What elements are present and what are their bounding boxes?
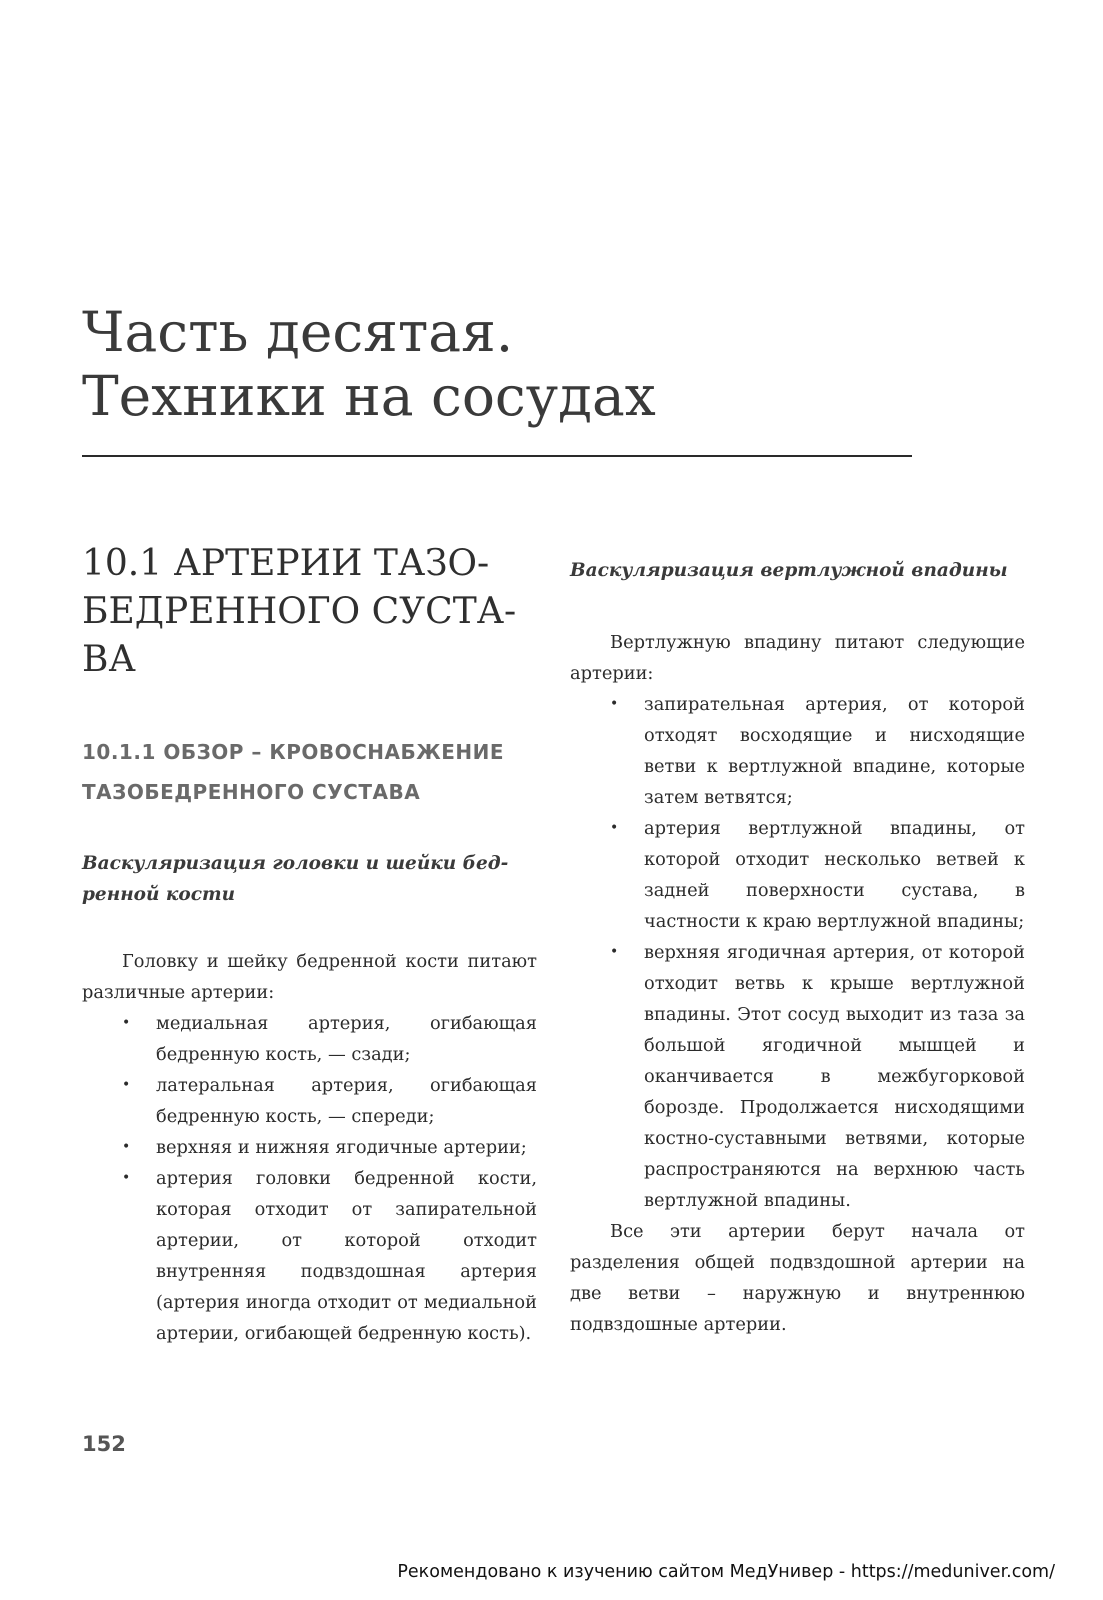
title-divider xyxy=(82,455,912,457)
list-item-text: артерия вертлужной впадины, от которой отходит несколько ветвей к задней поверхности сустава, в частности к краю вертлужной впадины; xyxy=(644,818,1025,932)
bullet-icon: • xyxy=(122,1077,131,1093)
subsection-title xyxy=(82,732,537,812)
list-item-text: медиальная артерия, огибающая бедренную кость, — сзади; xyxy=(156,1013,537,1065)
list-item xyxy=(82,1163,537,1349)
section-title-line: ВА xyxy=(82,639,136,680)
bullet-icon: • xyxy=(610,944,619,960)
section-title xyxy=(82,540,537,684)
left-heading xyxy=(82,848,537,910)
list-item xyxy=(82,1008,537,1070)
right-heading: Васкуляризация вертлужной впадины xyxy=(570,560,1008,581)
right-bullet-list xyxy=(570,689,1025,1216)
left-heading-line: Васкуляризация головки и шейки бед- xyxy=(82,853,509,874)
bullet-icon: • xyxy=(610,696,619,712)
list-item-text: артерия головки бедренной кости, которая отходит от запирательной артерии, от которой отходит внутренняя подвздошная артерия (артерия иногда отходит от медиальной артерии, огибающей бедренную кость). xyxy=(156,1168,537,1344)
section-title-line: БЕДРЕННОГО СУСТА- xyxy=(82,591,517,632)
part-title-line: Часть десятая. xyxy=(82,300,514,364)
section-title-line: 10.1 АРТЕРИИ ТАЗО- xyxy=(82,543,490,584)
bullet-icon: • xyxy=(122,1170,131,1186)
bullet-icon: • xyxy=(122,1015,131,1031)
list-item xyxy=(82,1132,537,1163)
list-item xyxy=(570,937,1025,1216)
right-column xyxy=(570,555,1025,1340)
list-item-text: латеральная артерия, огибающая бедренную кость, — спереди; xyxy=(156,1075,537,1127)
left-bullet-list xyxy=(82,1008,537,1349)
right-closing: Все эти артерии берут начала от разделения общей подвздошной артерии на две ветви – наружную и внутреннюю подвздошные артерии. xyxy=(570,1221,1025,1335)
left-heading-line: ренной кости xyxy=(82,884,236,905)
list-item xyxy=(570,689,1025,813)
part-title-line: Техники на сосудах xyxy=(82,364,656,428)
footer-note: Рекомендовано к изучению сайтом МедУнивер - https://meduniver.com/ xyxy=(397,1562,1055,1582)
right-intro: Вертлужную впадину питают следующие артерии: xyxy=(570,632,1025,684)
left-intro: Головку и шейку бедренной кости питают различные артерии: xyxy=(82,951,537,1003)
list-item-text: запирательная артерия, от которой отходят восходящие и нисходящие ветви к вертлужной впадине, которые затем ветвятся; xyxy=(644,694,1025,808)
list-item-text: верхняя ягодичная артерия, от которой отходит ветвь к крыше вертлужной впадины. Этот сосуд выходит из таза за большой ягодичной мышцей и оканчивается в межбугорковой борозде. Продолжается нисходящими костно-суставными ветвями, которые распространяются на верхнюю часть вертлужной впадины. xyxy=(644,942,1025,1211)
list-item xyxy=(570,813,1025,937)
left-column xyxy=(82,540,537,1349)
subsection-title-line: ТАЗОБЕДРЕННОГО СУСТАВА xyxy=(82,780,421,804)
subsection-title-line: 10.1.1 ОБЗОР – КРОВОСНАБЖЕНИЕ xyxy=(82,740,505,764)
part-title xyxy=(82,300,902,428)
page-number: 152 xyxy=(82,1432,126,1456)
bullet-icon: • xyxy=(610,820,619,836)
list-item-text: верхняя и нижняя ягодичные артерии; xyxy=(156,1137,527,1158)
list-item xyxy=(82,1070,537,1132)
bullet-icon: • xyxy=(122,1139,131,1155)
